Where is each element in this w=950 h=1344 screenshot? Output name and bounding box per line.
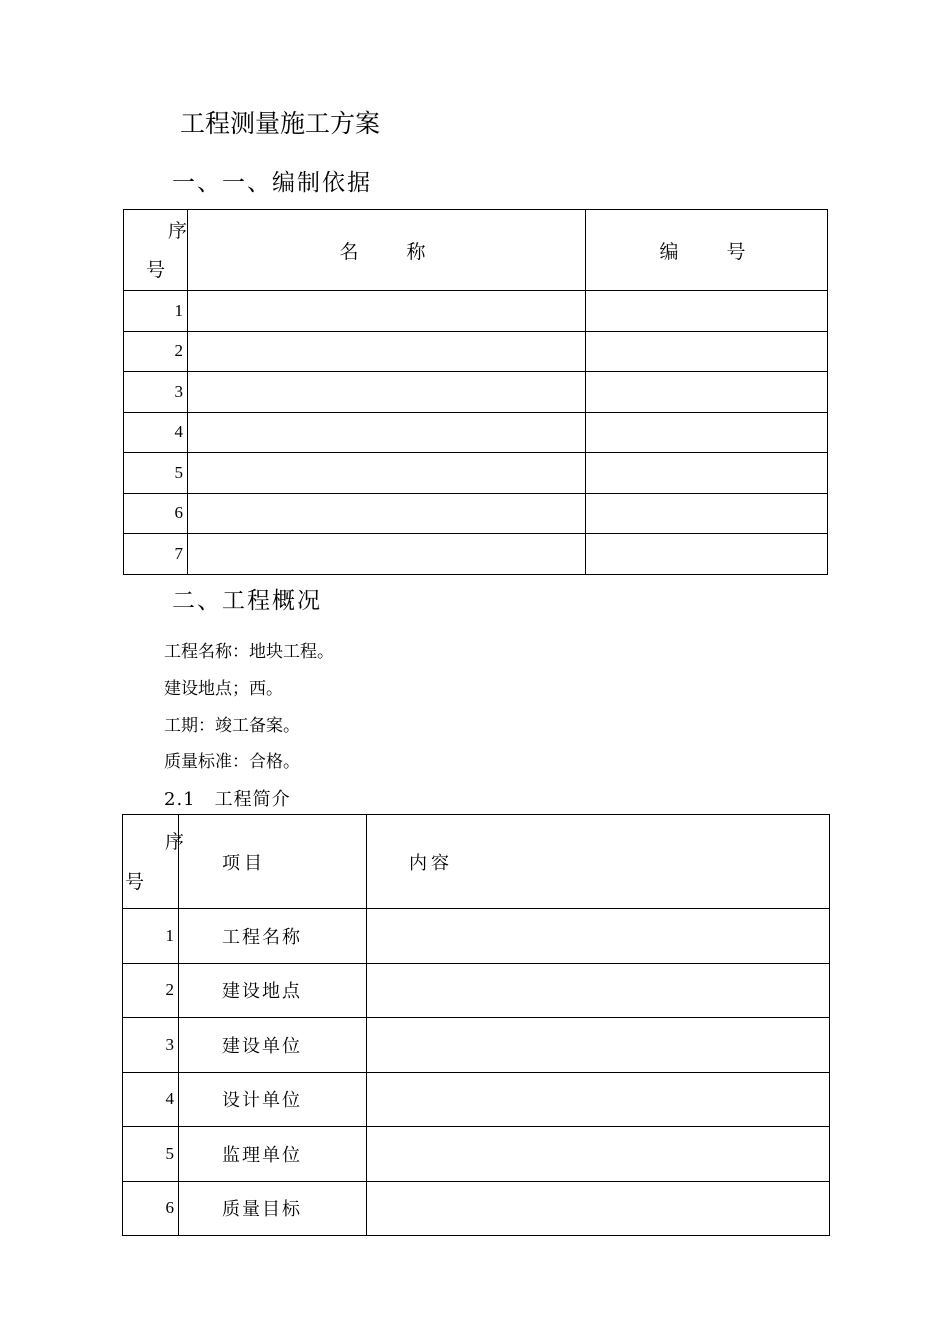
item-cell: 设计单位 — [179, 1072, 367, 1127]
row-number: 2 — [123, 963, 179, 1018]
name-cell — [188, 331, 586, 372]
table-row — [123, 963, 830, 1018]
seq-header-top: 序 — [164, 831, 184, 853]
table-row — [123, 1181, 830, 1236]
name-header: 名称 — [188, 210, 586, 291]
row-number: 4 — [124, 412, 188, 453]
row-number: 6 — [124, 493, 188, 534]
overview-line-2: 建设地点；西。 — [164, 679, 283, 699]
code-cell — [586, 534, 828, 575]
seq-header-bottom: 号 — [146, 259, 166, 281]
table-row — [124, 453, 828, 494]
table-row — [124, 493, 828, 534]
overview-line-4: 质量标准：合格。 — [164, 752, 300, 772]
project-summary-table — [122, 814, 830, 1236]
table-row — [124, 331, 828, 372]
table-row — [124, 412, 828, 453]
table-row — [124, 534, 828, 575]
code-cell — [586, 331, 828, 372]
item-cell: 建设单位 — [179, 1018, 367, 1073]
seq-header — [124, 210, 188, 291]
row-number: 7 — [124, 534, 188, 575]
content-cell — [367, 963, 830, 1018]
item-cell: 工程名称 — [179, 909, 367, 964]
seq-header-top: 序 — [167, 220, 187, 242]
content-header: 内容 — [367, 815, 830, 909]
item-cell: 监理单位 — [179, 1127, 367, 1182]
table-row — [124, 291, 828, 332]
code-cell — [586, 453, 828, 494]
subsection-heading: 2.1 工程简介 — [164, 789, 291, 810]
content-cell — [367, 1018, 830, 1073]
name-cell — [188, 372, 586, 413]
section-heading-overview: 二、工程概况 — [172, 588, 322, 614]
table-row — [124, 372, 828, 413]
row-number: 2 — [124, 331, 188, 372]
row-number: 5 — [124, 453, 188, 494]
table-row — [123, 1127, 830, 1182]
code-header: 编号 — [586, 210, 828, 291]
item-cell: 建设地点 — [179, 963, 367, 1018]
content-cell — [367, 909, 830, 964]
seq-header-bottom: 号 — [125, 871, 145, 893]
name-cell — [188, 412, 586, 453]
name-cell — [188, 291, 586, 332]
code-cell — [586, 412, 828, 453]
row-number: 1 — [124, 291, 188, 332]
content-cell — [367, 1127, 830, 1182]
code-cell — [586, 291, 828, 332]
content-cell — [367, 1072, 830, 1127]
table-row — [123, 1072, 830, 1127]
row-number: 4 — [123, 1072, 179, 1127]
basis-table-header — [124, 210, 828, 291]
row-number: 6 — [123, 1181, 179, 1236]
summary-table-header — [123, 815, 830, 909]
name-cell — [188, 453, 586, 494]
overview-line-3: 工期：竣工备案。 — [164, 716, 300, 736]
code-cell — [586, 372, 828, 413]
item-header: 项目 — [179, 815, 367, 909]
name-cell — [188, 534, 586, 575]
code-cell — [586, 493, 828, 534]
row-number: 1 — [123, 909, 179, 964]
section-heading-basis: 一、一、编制依据 — [172, 170, 372, 196]
seq-header — [123, 815, 184, 909]
table-row — [123, 1018, 830, 1073]
item-cell: 质量目标 — [179, 1181, 367, 1236]
row-number: 5 — [123, 1127, 179, 1182]
content-cell — [367, 1181, 830, 1236]
name-cell — [188, 493, 586, 534]
basis-table — [123, 209, 828, 575]
row-number: 3 — [124, 372, 188, 413]
overview-line-1: 工程名称：地块工程。 — [164, 642, 334, 662]
table-row — [123, 909, 830, 964]
row-number: 3 — [123, 1018, 179, 1073]
document-title: 工程测量施工方案 — [180, 109, 381, 138]
